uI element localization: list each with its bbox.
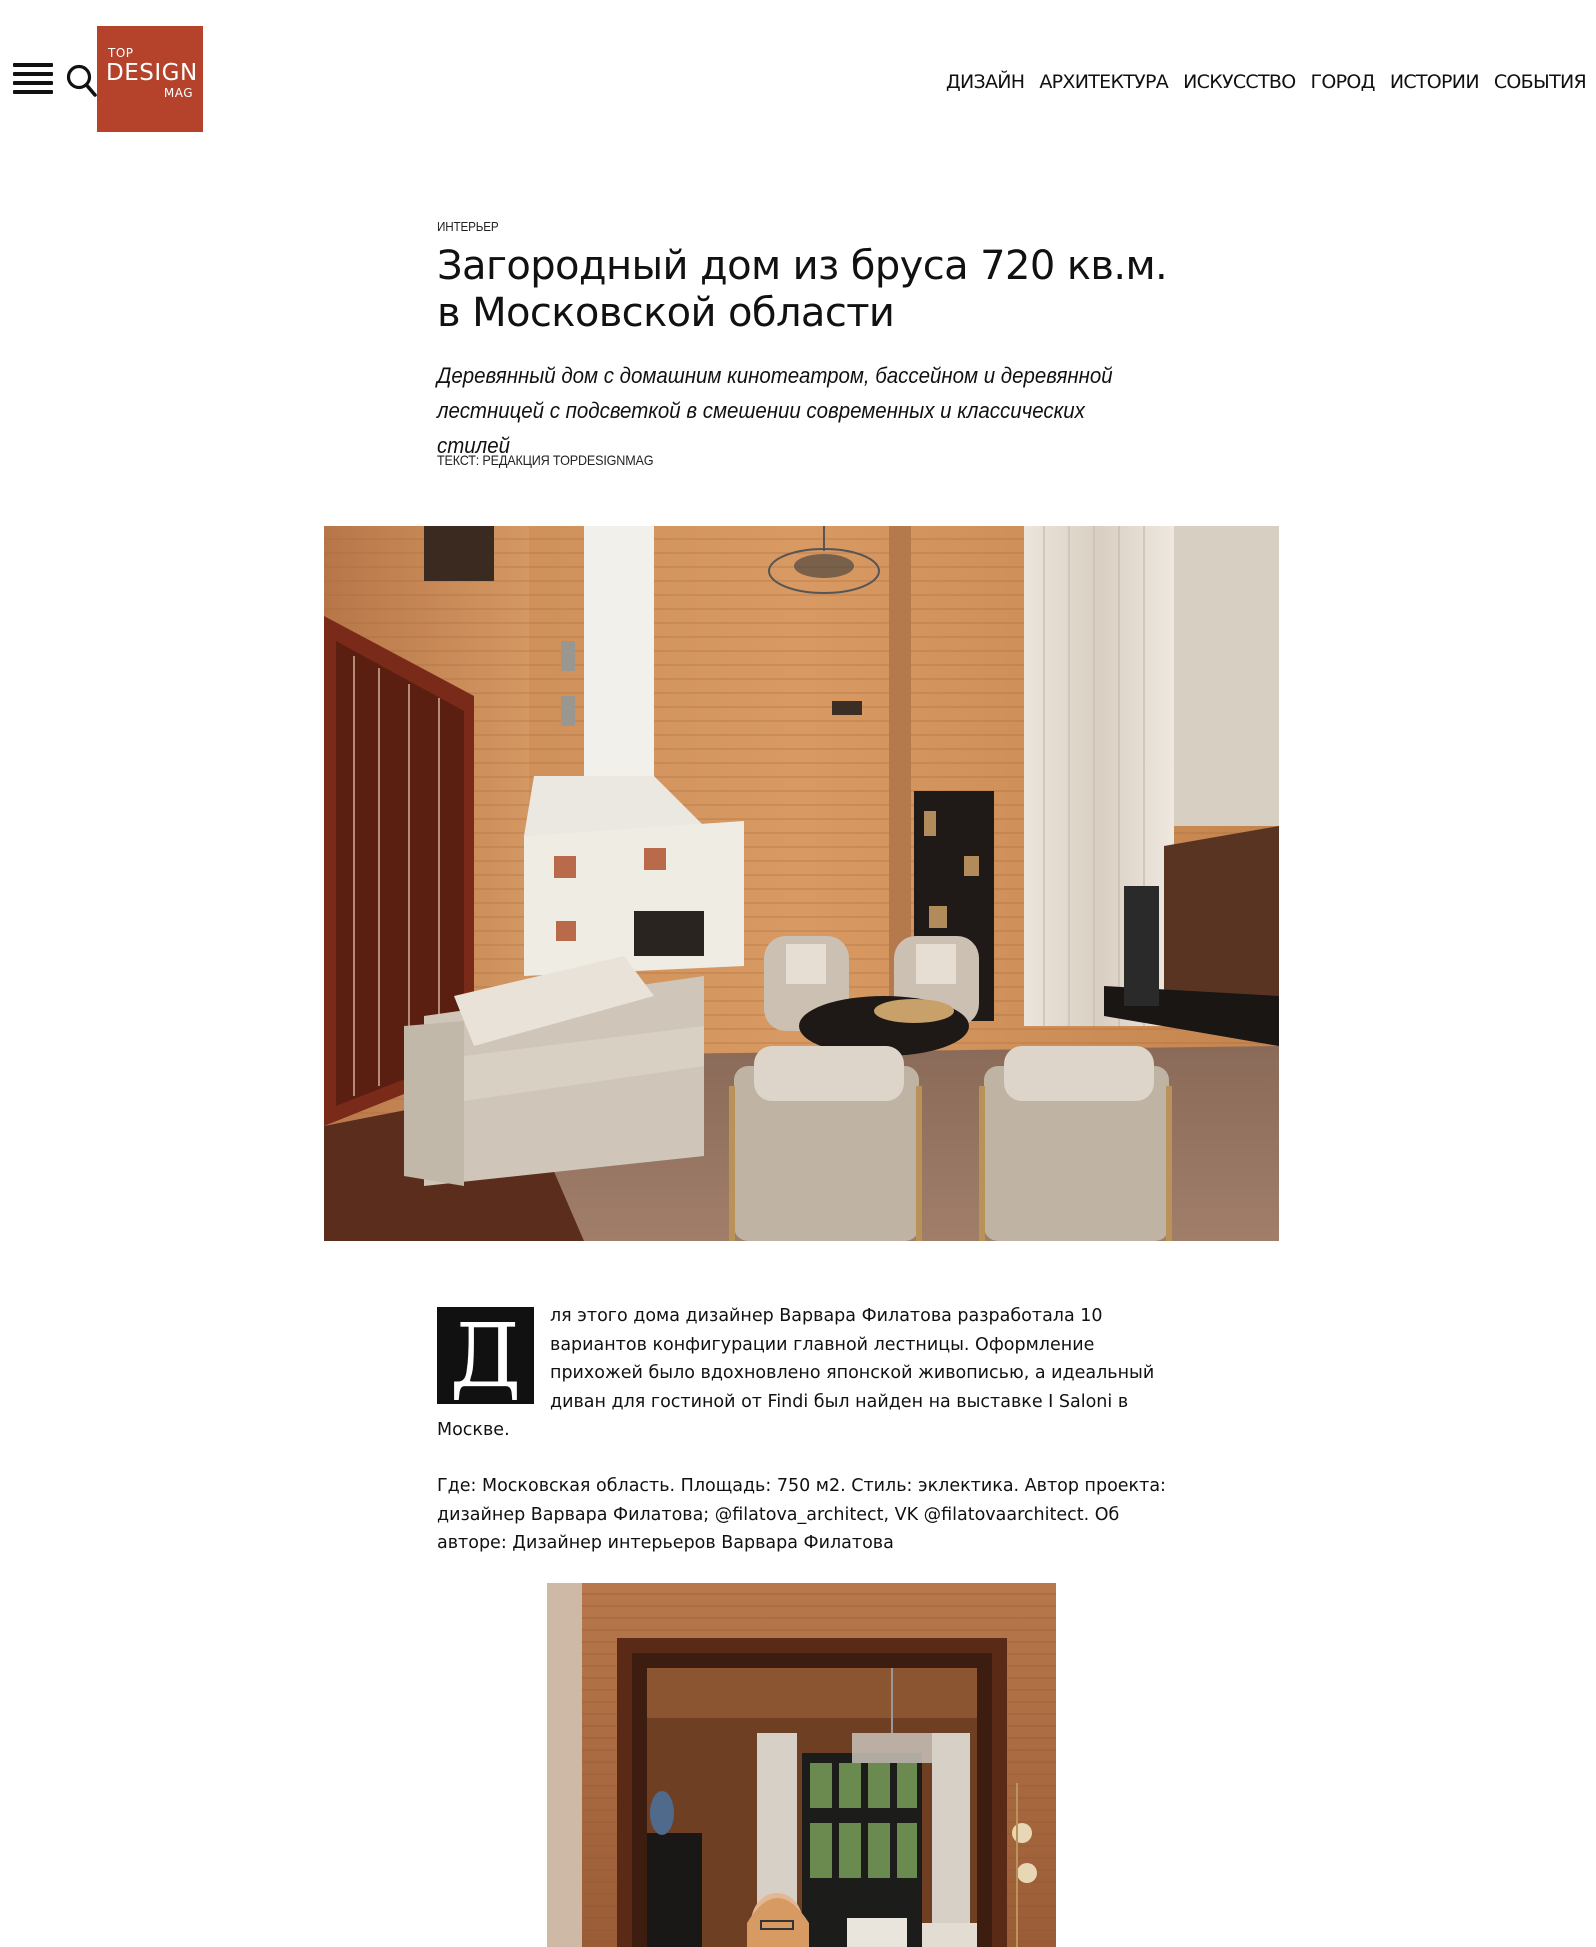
dropcap-letter: Д <box>437 1307 534 1404</box>
hamburger-menu-icon[interactable] <box>13 63 53 95</box>
search-icon[interactable] <box>66 64 98 98</box>
nav-item-art[interactable]: ИСКУССТВО <box>1183 71 1296 93</box>
logo-design-text: DESIGN <box>106 60 198 86</box>
article-subtitle: Деревянный дом с домашним кинотеатром, бассейном и деревянной лестницей с подсветкой в смешении современных и классических стилей <box>437 363 1113 458</box>
living-room-photo <box>324 526 1279 1241</box>
main-nav <box>946 70 1586 94</box>
nav-item-stories[interactable]: ИСТОРИИ <box>1389 71 1479 93</box>
nav-item-design[interactable]: ДИЗАЙН <box>945 71 1025 93</box>
project-meta-paragraph: Где: Московская область. Площадь: 750 м2. Стиль: эклектика. Автор проекта: дизайнер Варвара Филатова; @filatova_architect, VK @filatovaarchitect. Об авторе: Дизайнер интерьеров Варвара Филатова <box>437 1475 1166 1554</box>
site-logo[interactable] <box>97 26 203 132</box>
nav-item-architecture[interactable]: АРХИТЕКТУРА <box>1039 71 1169 93</box>
nav-item-city[interactable]: ГОРОД <box>1310 71 1375 93</box>
article-body <box>437 1302 1177 1558</box>
lead-paragraph-text: ля этого дома дизайнер Варвара Филатова разработала 10 вариантов конфигурации главной лестницы. Оформление прихожей было вдохновлено японской живописью, а идеальный диван для гостиной от Findi был найден на выставке I Saloni в Москве. <box>437 1306 1155 1441</box>
nav-item-events[interactable]: СОБЫТИЯ <box>1493 71 1586 93</box>
logo-mag-text: MAG <box>163 86 193 100</box>
lead-paragraph <box>437 1302 1177 1445</box>
site-header <box>0 0 1596 150</box>
article-category[interactable]: ИНТЕРЬЕР <box>437 219 499 234</box>
article-title: Загородный дом из бруса 720 кв.м. в Московской области <box>437 243 1168 336</box>
designer-portrait-photo <box>547 1583 1056 1947</box>
logo-top-text: TOP <box>108 46 134 60</box>
article-author: ТЕКСТ: РЕДАКЦИЯ TOPDESIGNMAG <box>437 452 654 468</box>
